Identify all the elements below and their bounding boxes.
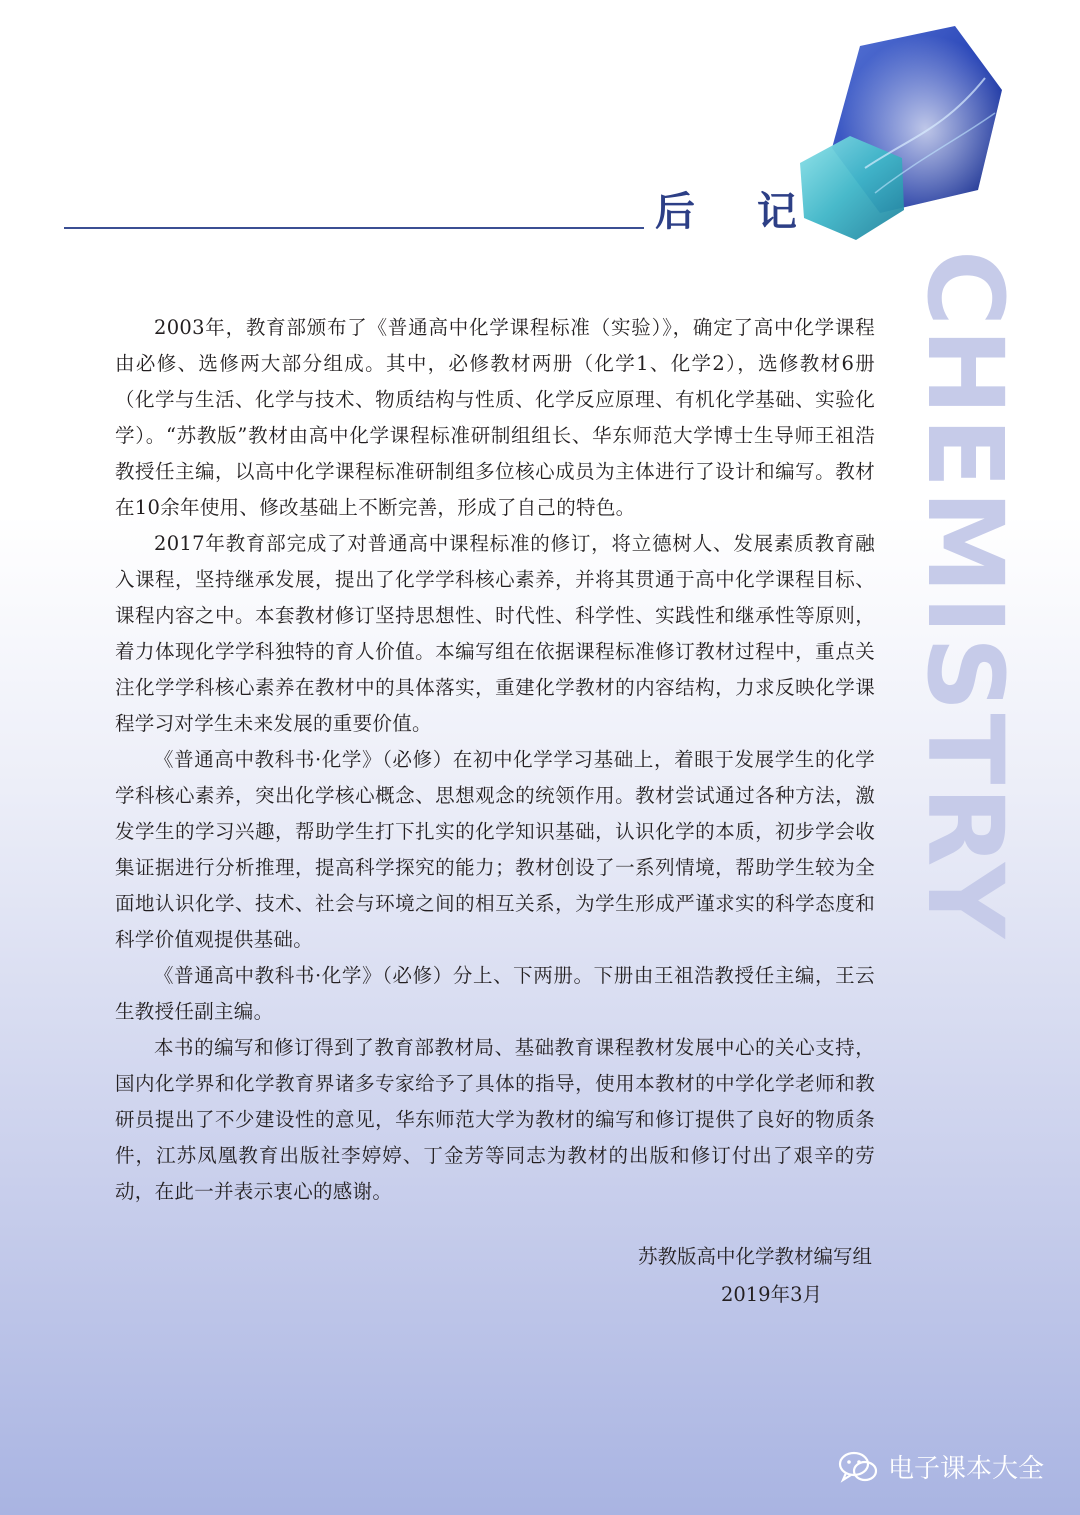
paragraph: 《普通高中教科书·化学》（必修）分上、下两册。下册由王祖浩教授任主编，王云生教授任副主编。 [115, 964, 875, 1023]
signature-org: 苏教版高中化学教材编写组 [637, 1245, 872, 1268]
paragraph: 2017年教育部完成了对普通高中课程标准的修订，将立德树人、发展素质教育融入课程，坚持继承发展，提出了化学学科核心素养，并将其贯通于高中化学课程目标、课程内容之中。本套教材修订坚持思想性、时代性、科学性、实践性和继承性等原则，着力体现化学学科独特的育人价值。本编写组在依据课程标准修订教材过程中，重点关注化学学科核心素养在教材中的具体落实，重建化学教材的内容结构，力求反映化学课程学习对学生未来发展的重要价值。 [115, 532, 875, 735]
body-text [115, 310, 875, 1210]
wechat-icon [838, 1450, 878, 1484]
page-title: 后 记 [655, 189, 821, 235]
chemistry-vertical-word: CHEMISTRY [904, 250, 1026, 941]
watermark [838, 1448, 1044, 1485]
header-rule [64, 227, 644, 229]
watermark-text: 电子课本大全 [887, 1454, 1044, 1484]
paragraph: 本书的编写和修订得到了教育部教材局、基础教育课程教材发展中心的关心支持，国内化学界和化学教育界诸多专家给予了具体的指导，使用本教材的中学化学老师和教研员提出了不少建设性的意见，华东师范大学为教材的编写和修订提供了良好的物质条件，江苏凤凰教育出版社李婷婷、丁金芳等同志为教材的出版和修订付出了艰辛的劳动，在此一并表示衷心的感谢。 [115, 1036, 875, 1203]
signature [638, 1238, 872, 1314]
signature-date: 2019年3月 [720, 1283, 822, 1306]
paragraph: 2003年，教育部颁布了《普通高中化学课程标准（实验）》，确定了高中化学课程由必修、选修两大部分组成。其中，必修教材两册（化学1、化学2），选修教材6册（化学与生活、化学与技术、物质结构与性质、化学反应原理、有机化学基础、实验化学）。“苏教版”教材由高中化学课程标准研制组组长、华东师范大学博士生导师王祖浩教授任主编，以高中化学课程标准研制组多位核心成员为主体进行了设计和编写。教材在10余年使用、修改基础上不断完善，形成了自己的特色。 [115, 316, 875, 519]
paragraph: 《普通高中教科书·化学》（必修）在初中化学学习基础上，着眼于发展学生的化学学科核心素养，突出化学核心概念、思想观念的统领作用。教材尝试通过各种方法，激发学生的学习兴趣，帮助学生打下扎实的化学知识基础，认识化学的本质，初步学会收集证据进行分析推理，提高科学探究的能力；教材创设了一系列情境，帮助学生较为全面地认识化学、技术、社会与环境之间的相互关系，为学生形成严谨求实的科学态度和科学价值观提供基础。 [115, 748, 875, 951]
